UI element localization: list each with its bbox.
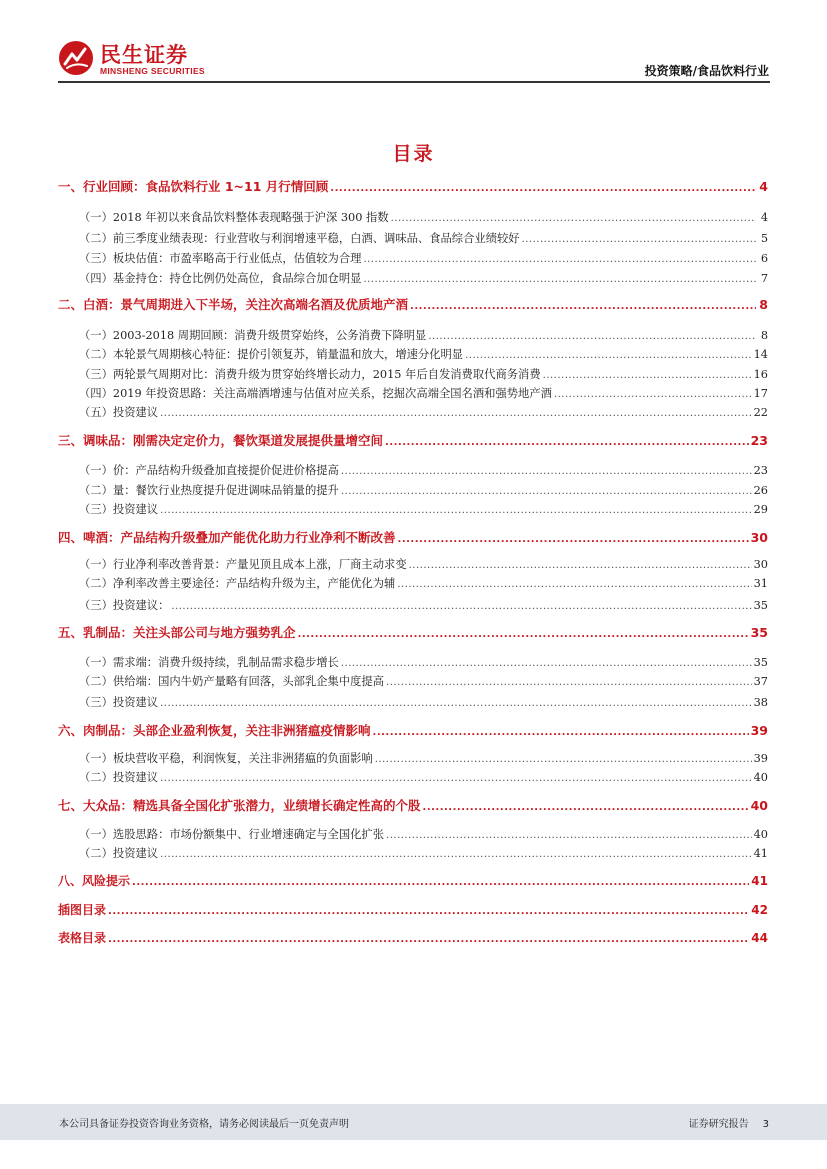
toc-entry-title: （一）选股思路：市场份额集中、行业增速确定与全国化扩张: [79, 828, 385, 841]
toc-entry-page: 23: [753, 464, 768, 477]
toc-subsection-entry[interactable]: [79, 366, 768, 384]
toc-entry-title: （二）供给端：国内牛奶产量略有回落，头部乳企集中度提高: [79, 675, 385, 688]
toc-entry-page: 8: [760, 329, 768, 342]
header-divider: [58, 81, 770, 83]
toc-dot-leader: [363, 271, 756, 289]
company-logo: [58, 38, 208, 80]
toc-dot-leader: [554, 386, 752, 404]
toc-entry-title: （一）板块营收平稳，利润恢复，关注非洲猪瘟的负面影响: [79, 752, 373, 765]
toc-entry-title: （三）板块估值：市盈率略高于行业低点，估值较为合理: [79, 252, 362, 265]
toc-entry-page: 37: [753, 675, 768, 688]
toc-section-entry[interactable]: [58, 178, 768, 196]
toc-entry-title: （三）投资建议: [79, 503, 159, 516]
toc-dot-leader: [375, 751, 752, 769]
toc-entry-page: 35: [750, 625, 768, 640]
toc-dot-leader: [160, 695, 752, 713]
toc-subsection-entry[interactable]: [79, 462, 768, 480]
toc-subsection-entry[interactable]: [79, 673, 768, 691]
toc-subsection-entry[interactable]: [79, 385, 768, 403]
toc-subsection-entry[interactable]: [79, 654, 768, 672]
toc-dot-leader: [341, 655, 752, 673]
toc-entry-title: （二）本轮景气周期核心特征：提价引领复苏，销量温和放大，增速分化明显: [79, 348, 464, 361]
toc-entry-title: （三）两轮景气周期对比：消费升级为贯穿始终增长动力，2015 年后自发消费取代商务消费: [79, 368, 541, 381]
toc-subsection-entry[interactable]: [79, 327, 768, 345]
toc-section-entry[interactable]: [58, 797, 768, 815]
toc-subsection-entry[interactable]: [79, 230, 768, 248]
toc-entry-page: 30: [753, 558, 768, 571]
toc-dot-leader: [160, 405, 752, 423]
toc-subsection-entry[interactable]: [79, 694, 768, 712]
toc-subsection-entry[interactable]: [79, 209, 768, 227]
toc-entry-page: 42: [751, 903, 768, 917]
toc-subsection-entry[interactable]: [79, 482, 768, 500]
toc-entry-title: （一）需求端：消费升级持续，乳制品需求稳步增长: [79, 656, 339, 669]
toc-entry-page: 14: [753, 348, 768, 361]
page-header: [0, 0, 827, 84]
toc-section-entry[interactable]: [58, 529, 768, 547]
toc-entry-title: 七、大众品：精选具备全国化扩张潜力，业绩增长确定性高的个股: [58, 798, 421, 813]
toc-entry-page: 4: [760, 211, 768, 224]
toc-subsection-entry[interactable]: [79, 346, 768, 364]
toc-entry-title: （三）投资建议：: [79, 599, 170, 612]
toc-dot-leader: [428, 328, 756, 346]
toc-dot-leader: [522, 231, 756, 249]
toc-entry-title: （四）2019 年投资思路：关注高端酒增速与估值对应关系，挖掘次高端全国名酒和强势地产酒: [79, 387, 552, 400]
toc-entry-page: 41: [751, 874, 768, 888]
toc-dot-leader: [397, 576, 751, 594]
toc-entry-page: 39: [753, 752, 768, 765]
toc-entry-page: 26: [753, 484, 768, 497]
toc-section-entry[interactable]: [58, 929, 768, 947]
toc-dot-leader: [391, 210, 756, 228]
toc-entry-page: 31: [753, 577, 768, 590]
toc-section-entry[interactable]: [58, 624, 768, 642]
toc-entry-page: 40: [753, 771, 768, 784]
minsheng-logo-icon: [58, 40, 94, 76]
toc-entry-title: 插图目录: [58, 903, 107, 917]
toc-section-entry[interactable]: [58, 296, 768, 314]
toc-subsection-entry[interactable]: [79, 575, 768, 593]
toc-entry-page: 38: [753, 696, 768, 709]
toc-dot-leader: [398, 531, 749, 549]
toc-subsection-entry[interactable]: [79, 250, 768, 268]
toc-section-entry[interactable]: [58, 432, 768, 450]
toc-dot-leader: [160, 770, 752, 788]
toc-entry-title: （二）前三季度业绩表现：行业营收与利润增速平稳，白酒、调味品、食品综合业绩较好: [79, 232, 520, 245]
toc-dot-leader: [108, 931, 749, 949]
toc-entry-page: 39: [750, 723, 768, 738]
toc-dot-leader: [298, 626, 749, 644]
toc-entry-page: 30: [750, 530, 768, 545]
toc-subsection-entry[interactable]: [79, 750, 768, 768]
toc-subsection-entry[interactable]: [79, 404, 768, 422]
toc-dot-leader: [160, 846, 752, 864]
logo-chinese-name: 民生证券: [100, 43, 188, 67]
toc-entry-title: 二、白酒：景气周期进入下半场，关注次高端名酒及优质地产酒: [58, 297, 409, 312]
toc-entry-page: 35: [753, 656, 768, 669]
toc-entry-page: 22: [753, 406, 768, 419]
footer-disclaimer: 本公司具备证券投资咨询业务资格，请务必阅读最后一页免责声明: [59, 1119, 349, 1130]
toc-entry-title: 表格目录: [58, 931, 107, 945]
toc-entry-page: 29: [753, 503, 768, 516]
toc-subsection-entry[interactable]: [79, 556, 768, 574]
toc-subsection-entry[interactable]: [79, 270, 768, 288]
toc-entry-title: （一）2018 年初以来食品饮料整体表现略强于沪深 300 指数: [79, 211, 389, 224]
footer-page-number: 3: [762, 1119, 769, 1130]
toc-entry-title: （五）投资建议: [79, 406, 159, 419]
toc-dot-leader: [373, 724, 749, 742]
toc-entry-title: 六、肉制品：头部企业盈利恢复，关注非洲猪瘟疫情影响: [58, 723, 371, 738]
toc-dot-leader: [386, 827, 752, 845]
toc-subsection-entry[interactable]: [79, 501, 768, 519]
toc-entry-page: 16: [753, 368, 768, 381]
toc-entry-page: 44: [751, 931, 768, 945]
toc-dot-leader: [171, 598, 751, 616]
toc-title: 目录: [392, 143, 435, 165]
toc-entry-title: 八、风险提示: [58, 874, 131, 888]
toc-entry-title: 四、啤酒：产品结构升级叠加产能优化助力行业净利不断改善: [58, 530, 396, 545]
toc-dot-leader: [108, 903, 749, 921]
toc-entry-page: 40: [753, 828, 768, 841]
toc-dot-leader: [363, 251, 756, 269]
toc-entry-page: 4: [759, 179, 768, 194]
toc-entry-page: 17: [753, 387, 768, 400]
toc-entry-title: （二）量：餐饮行业热度提升促进调味品销量的提升: [79, 484, 339, 497]
toc-dot-leader: [409, 557, 752, 575]
toc-subsection-entry[interactable]: [79, 769, 768, 787]
toc-section-entry[interactable]: [58, 901, 768, 919]
toc-subsection-entry[interactable]: [79, 826, 768, 844]
toc-entry-title: （四）基金持仓：持仓比例仍处高位，食品综合加仓明显: [79, 272, 362, 285]
toc-dot-leader: [341, 483, 752, 501]
toc-entry-title: （二）投资建议: [79, 771, 159, 784]
toc-entry-title: （二）投资建议: [79, 847, 159, 860]
toc-dot-leader: [543, 367, 752, 385]
toc-dot-leader: [132, 874, 749, 892]
toc-entry-page: 35: [753, 599, 768, 612]
toc-dot-leader: [423, 799, 749, 817]
logo-english-name: MINSHENG SECURITIES: [100, 66, 205, 76]
toc-dot-leader: [341, 463, 752, 481]
report-category: 投资策略/食品饮料行业: [644, 64, 769, 78]
toc-dot-leader: [385, 434, 749, 452]
toc-subsection-entry[interactable]: [79, 597, 768, 615]
toc-section-entry[interactable]: [58, 722, 768, 740]
footer-right: [689, 1115, 769, 1130]
toc-dot-leader: [330, 180, 756, 198]
toc-entry-title: 一、行业回顾：食品饮料行业 1~11 月行情回顾: [58, 179, 329, 194]
footer-report-type: 证券研究报告: [688, 1119, 749, 1130]
toc-entry-page: 41: [753, 847, 768, 860]
toc-entry-page: 6: [760, 252, 768, 265]
toc-dot-leader: [410, 298, 756, 316]
toc-entry-title: （一）价：产品结构升级叠加直接提价促进价格提高: [79, 464, 339, 477]
toc-entry-title: （二）净利率改善主要途径：产品结构升级为主，产能优化为辅: [79, 577, 396, 590]
toc-entry-page: 8: [759, 297, 768, 312]
toc-entry-title: （一）2003-2018 周期回顾：消费升级贯穿始终，公务消费下降明显: [79, 329, 427, 342]
page-footer: [0, 1104, 827, 1140]
toc-entry-title: 五、乳制品：关注头部公司与地方强势乳企: [58, 625, 296, 640]
toc-dot-leader: [160, 502, 752, 520]
toc-entry-page: 40: [750, 798, 768, 813]
toc-entry-page: 23: [750, 433, 768, 448]
toc-entry-title: 三、调味品：刚需决定定价力，餐饮渠道发展提供量增空间: [58, 433, 384, 448]
toc-section-entry[interactable]: [58, 872, 768, 890]
toc-entry-page: 7: [760, 272, 768, 285]
toc-entry-title: （一）行业净利率改善背景：产量见顶且成本上涨，厂商主动求变: [79, 558, 407, 571]
toc-subsection-entry[interactable]: [79, 845, 768, 863]
toc-entry-page: 5: [760, 232, 768, 245]
toc-entry-title: （三）投资建议: [79, 696, 159, 709]
toc-dot-leader: [465, 347, 752, 365]
toc-dot-leader: [386, 674, 752, 692]
